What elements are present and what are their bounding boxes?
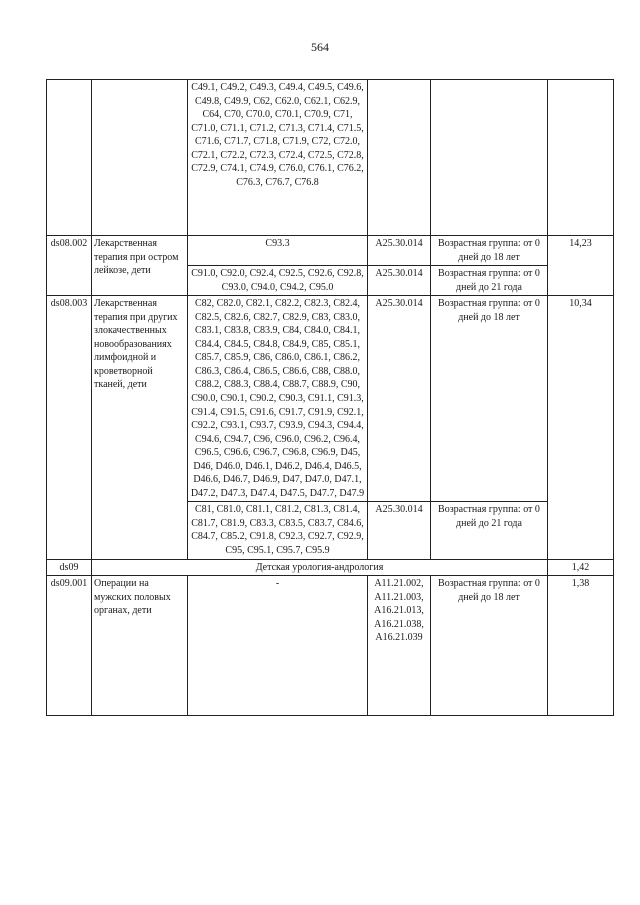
coefficient-cell: 1,42: [548, 559, 614, 576]
icd-codes-cell: C93.3: [188, 236, 368, 266]
code-cell: ds09: [47, 559, 92, 576]
criteria-cell: Возрастная группа: от 0 дней до 18 лет: [431, 236, 548, 266]
name-cell: Лекарственная терапия при других злокачественных новообразованиях лимфоидной и кроветворной тканей, дети: [92, 296, 188, 559]
icd-codes-cell: C49.1, C49.2, C49.3, C49.4, C49.5, C49.6, C49.8, C49.9, C62, C62.0, C62.1, C62.9, C64, C70, C70.0, C70.1, C70.9, C71, C71.0, C71.1, C71.2, C71.3, C71.4, C71.5, C71.6, C71.7, C71.8, C71.9, C72, C72.0, C72.1, C72.2, C72.3, C72.4, C72.5, C72.8, C72.9, C74.1, C74.9, C76.0, C76.1, C76.2, C76.3, C76.7, C76.8: [188, 80, 368, 236]
service-cell: A11.21.002, A11.21.003, A16.21.013, A16.21.038, A16.21.039: [368, 576, 431, 716]
criteria-cell: [431, 80, 548, 236]
criteria-cell: Возрастная группа: от 0 дней до 21 года: [431, 266, 548, 296]
table-row-ds09-001: [47, 576, 614, 716]
table-row-section-ds09: [47, 559, 614, 576]
criteria-cell: Возрастная группа: от 0 дней до 18 лет: [431, 296, 548, 502]
name-cell: [92, 80, 188, 236]
page-number: 564: [311, 40, 329, 54]
table-row-ds08-003: [47, 296, 614, 502]
icd-codes-cell: C82, C82.0, C82.1, C82.2, C82.3, C82.4, C82.5, C82.6, C82.7, C82.9, C83, C83.0, C83.1, C83.8, C83.9, C84, C84.0, C84.1, C84.4, C84.5, C84.8, C84.9, C85, C85.1, C85.7, C85.9, C86, C86.0, C86.1, C86.2, C86.3, C86.4, C86.5, C86.6, C88, C88.0, C88.2, C88.3, C88.4, C88.7, C88.9, C90, C90.0, C90.1, C90.2, C90.3, C91.1, C91.3, C91.4, C91.5, C91.6, C91.7, C91.9, C92.1, C92.2, C93.1, C93.7, C93.9, C94.3, C94.4, C94.6, C94.7, C96, C96.0, C96.2, C96.4, C96.5, C96.6, C96.7, C96.8, C96.9, D45, D46, D46.0, D46.1, D46.2, D46.4, D46.5, D46.6, D46.7, D46.9, D47, D47.0, D47.1, D47.2, D47.3, D47.4, D47.5, D47.7, D47.9: [188, 296, 368, 502]
table-row-continuation: [47, 80, 614, 236]
service-cell: A25.30.014: [368, 236, 431, 266]
service-cell: A25.30.014: [368, 266, 431, 296]
name-cell: Операции на мужских половых органах, дети: [92, 576, 188, 716]
code-cell: ds08.002: [47, 236, 92, 296]
section-title: Детская урология-андрология: [92, 559, 548, 576]
code-cell: ds09.001: [47, 576, 92, 716]
table-row-ds08-002: [47, 236, 614, 266]
service-cell: A25.30.014: [368, 502, 431, 559]
code-cell: [47, 80, 92, 236]
coefficient-cell: [548, 80, 614, 236]
coefficient-cell: 1,38: [548, 576, 614, 716]
code-cell: ds08.003: [47, 296, 92, 559]
coefficient-cell: 14,23: [548, 236, 614, 296]
service-cell: [368, 80, 431, 236]
service-cell: A25.30.014: [368, 296, 431, 502]
criteria-cell: Возрастная группа: от 0 дней до 18 лет: [431, 576, 548, 716]
name-cell: Лекарственная терапия при остром лейкозе, дети: [92, 236, 188, 296]
criteria-cell: Возрастная группа: от 0 дней до 21 года: [431, 502, 548, 559]
icd-codes-cell: C91.0, C92.0, C92.4, C92.5, C92.6, C92.8, C93.0, C94.0, C94.2, C95.0: [188, 266, 368, 296]
icd-codes-cell: C81, C81.0, C81.1, C81.2, C81.3, C81.4, C81.7, C81.9, C83.3, C83.5, C83.7, C84.6, C84.7, C85.2, C91.8, C92.3, C92.7, C92.9, C95, C95.1, C95.7, C95.9: [188, 502, 368, 559]
icd-codes-cell: -: [188, 576, 368, 716]
csg-table: [46, 79, 614, 716]
coefficient-cell: 10,34: [548, 296, 614, 559]
